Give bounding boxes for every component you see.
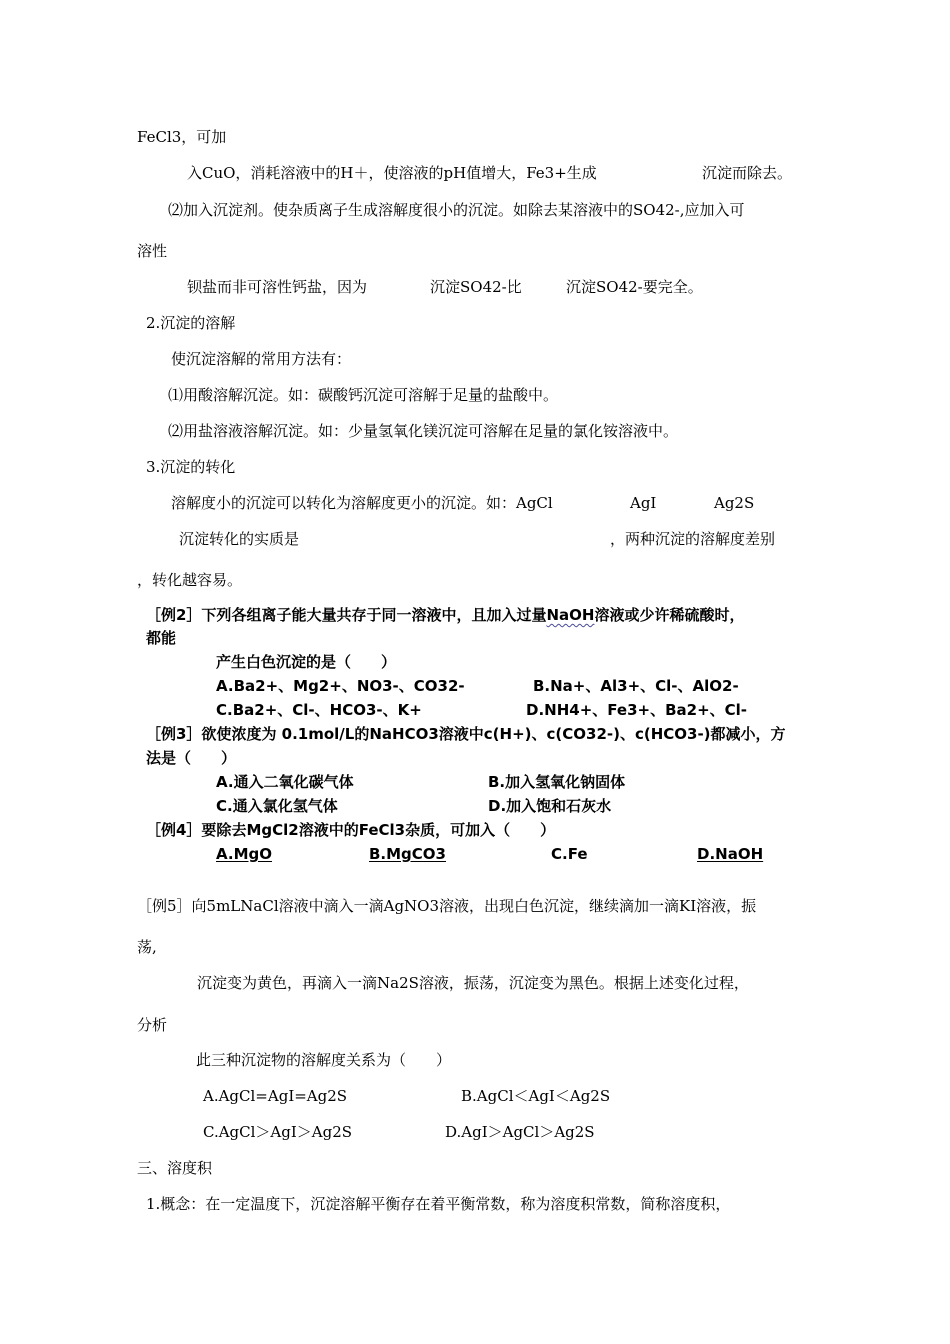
option-d: D.NaOH	[697, 845, 764, 863]
option-a: A.AgCl=AgI=Ag2S	[203, 1087, 348, 1105]
option-a: A.通入二氧化碳气体	[216, 773, 354, 791]
example-5-line-3: 沉淀变为黄色，再滴入一滴Na2S溶液，振荡，沉淀变为黑色。根据上述变化过程，	[197, 974, 749, 992]
option-b: B.加入氢氧化钠固体	[488, 773, 626, 791]
section-heading: 2.沉淀的溶解	[146, 314, 236, 332]
option-c: C.AgCl＞AgI＞Ag2S	[203, 1123, 353, 1141]
text-line: FeCl3，可加	[137, 128, 227, 146]
text-line: 钡盐而非可溶性钙盐，因为	[187, 278, 368, 296]
example-5-line-1: ［例5］向5mLNaCl溶液中滴入一滴AgNO3溶液，出现白色沉淀，继续滴加一滴KI溶液，振	[137, 897, 757, 915]
text-line: Ag2S	[714, 494, 755, 512]
example-2-question: 产生白色沉淀的是（ ）	[216, 653, 397, 671]
option-b: B.MgCO3	[369, 845, 446, 863]
text-line: ，转化越容易。	[137, 571, 243, 589]
example-2-line-1	[146, 605, 744, 625]
text-line: 沉淀转化的实质是	[179, 530, 300, 548]
text-line: 沉淀SO42-要完全。	[566, 278, 703, 296]
option-c: C.Fe	[551, 845, 588, 863]
example-2-text: 溶液或少许稀硫酸时，	[594, 606, 745, 624]
text-line: 使沉淀溶解的常用方法有：	[171, 350, 352, 368]
text-line: 1.概念：在一定温度下，沉淀溶解平衡存在着平衡常数，称为溶度积常数，简称溶度积，	[146, 1195, 731, 1213]
text-line: 沉淀SO42-比	[430, 278, 522, 296]
text-line: AgI	[630, 494, 657, 512]
text-line: 溶解度小的沉淀可以转化为溶解度更小的沉淀。如：AgCl	[171, 494, 553, 512]
text-line: ⑵用盐溶液溶解沉淀。如：少量氢氧化镁沉淀可溶解在足量的氯化铵溶液中。	[168, 422, 679, 440]
example-3-line-2: 法是（ ）	[146, 749, 237, 767]
text-line: ⑵加入沉淀剂。使杂质离子生成溶解度很小的沉淀。如除去某溶液中的SO42-,应加入可	[168, 201, 745, 219]
example-2-line-2: 都能	[146, 629, 177, 647]
example-5-line-4: 分析	[137, 1016, 168, 1034]
example-2-text: ［例2］下列各组离子能大量共存于同一溶液中，且加入过量	[146, 606, 547, 624]
option-d: D.NH4+、Fe3+、Ba2+、Cl-	[526, 701, 748, 719]
section-heading: 三、溶度积	[137, 1159, 213, 1177]
option-a: A.MgO	[216, 845, 273, 863]
option-d: D.加入饱和石灰水	[488, 797, 612, 815]
option-a: A.Ba2+、Mg2+、NO3-、CO32-	[216, 677, 465, 695]
text-line: ，两种沉淀的溶解度差别	[610, 530, 776, 548]
example-5-line-2: 荡,	[137, 938, 157, 956]
example-5-question: 此三种沉淀物的溶解度关系为（ ）	[196, 1051, 452, 1069]
section-heading: 3.沉淀的转化	[146, 458, 236, 476]
example-4-line-1: ［例4］要除去MgCl2溶液中的FeCl3杂质，可加入（ ）	[146, 821, 556, 839]
text-line: 溶性	[137, 242, 168, 260]
text-line: 入CuO，消耗溶液中的H＋，使溶液的pH值增大，Fe3+生成	[187, 164, 597, 182]
text-line: ⑴用酸溶解沉淀。如：碳酸钙沉淀可溶解于足量的盐酸中。	[168, 386, 559, 404]
example-3-line-1: ［例3］欲使浓度为 0.1mol/L的NaHCO3溶液中c(H+)、c(CO32-)、c(HCO3-)都减小，方	[146, 725, 786, 743]
option-b: B.AgCl＜AgI＜Ag2S	[461, 1087, 611, 1105]
option-b: B.Na+、Al3+、Cl-、AlO2-	[533, 677, 739, 695]
option-c: C.通入氯化氢气体	[216, 797, 338, 815]
option-c: C.Ba2+、Cl-、HCO3-、K+	[216, 701, 422, 719]
text-line: 沉淀而除去。	[702, 164, 793, 182]
option-d: D.AgI＞AgCl＞Ag2S	[445, 1123, 595, 1141]
naoh-term: NaOH	[546, 606, 595, 624]
